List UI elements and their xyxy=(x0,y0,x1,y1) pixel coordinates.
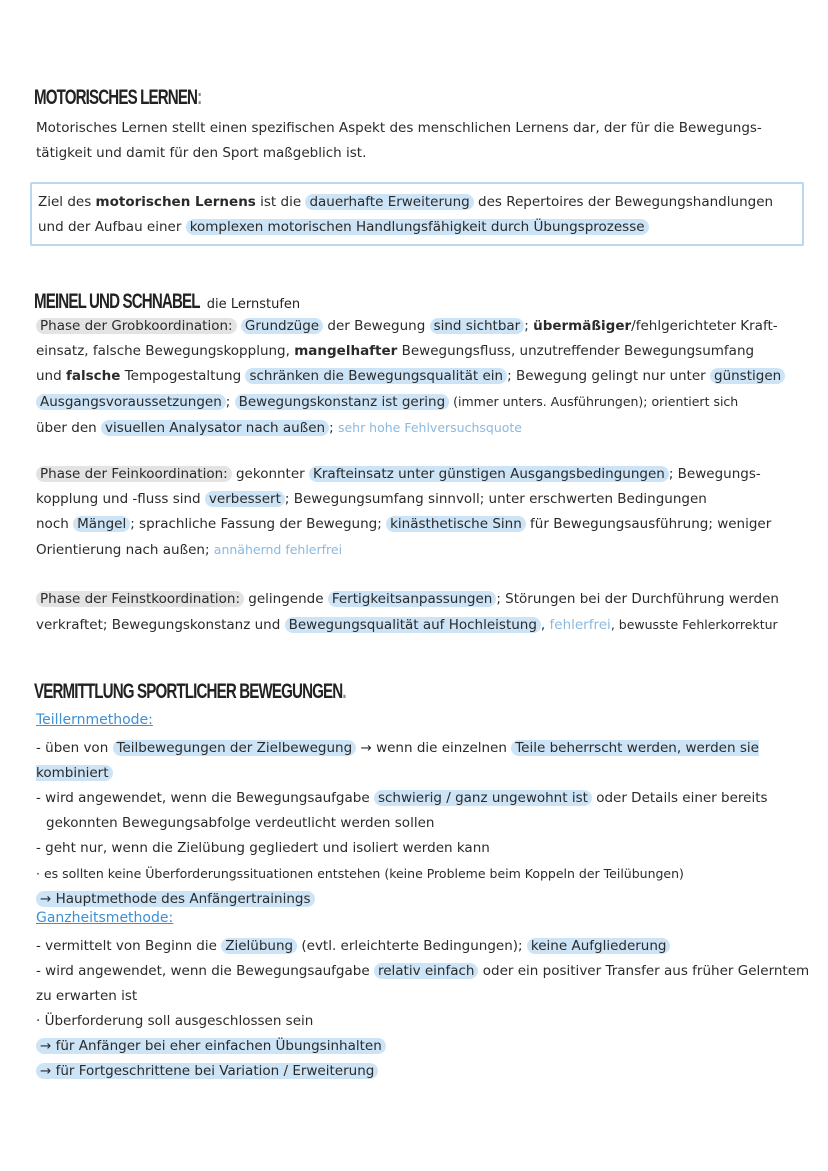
lernstufen-label: die Lernstufen xyxy=(206,297,301,312)
definition-text: Ziel des motorischen Lernens ist die dauerhafte Erweiterung des Repertoires der Bewegungshandlungen und der Aufbau einer komplexen motorischen Handlungsfähigkeit durch Übungsprozesse xyxy=(38,194,774,235)
phase-feinkoordination: Phase der Feinkoordination: gekonnter Krafteinsatz unter günstigen Ausgangsbedingungen ; Bewegungs- kopplung und -fluss sind verbessert ; Bewegungsumfang sinnvoll; unter erschwerten Bedingungen noch Mängel ; sprachliche Fassung der Bewegung; kinästhetische Sinn für Bewegungsausführung; weniger Orientierung nach außen; annähernd fehlerfrei xyxy=(36,466,772,558)
ganzheitsmethode-list: - vermittelt von Beginn die Zielübung (evtl. erleichterte Bedingungen); keine Aufgliederung - wird angewendet, wenn die Bewegungsaufgabe relativ einfach oder ein positiver Transfer aus früher Gelerntem zu erwarten ist · Überforderung soll ausgeschlossen sein → für Anfänger bei eher einfachen Übungsinhalten → für Fortgeschrittene bei Variation / Erweiterung xyxy=(36,938,810,1079)
intro-paragraph: Motorisches Lernen stellt einen spezifischen Aspekt des menschlichen Lernens dar, der für die Bewegungs- tätigkeit und damit für den Sport maßgeblich ist. xyxy=(36,120,762,161)
phase-label: Phase der Grobkoordination: xyxy=(36,318,237,334)
phase-label: Phase der Feinstkoordination: xyxy=(36,591,244,607)
ganzheitsmethode-heading: Ganzheitsmethode: xyxy=(36,910,174,926)
definition-box xyxy=(30,182,804,246)
phase-label: Phase der Feinkoordination: xyxy=(36,466,232,482)
section-title-motorisches-lernen: MOTORISCHES LERNEN: xyxy=(34,86,202,109)
teillernmethode-heading: Teillernmethode: xyxy=(36,712,153,728)
teillernmethode-list: - üben von Teilbewegungen der Zielbewegung → wenn die einzelnen Teile beherrscht werden, werden sie kombiniert - wird angewendet, wenn die Bewegungsaufgabe schwierig / ganz ungewohnt ist oder Details einer bereits gekonnten Bewegungsabfolge verdeutlicht werden sollen - geht nur, wenn die Zielübung gegliedert und isoliert werden kann · es sollten keine Überforderungssituationen entstehen (keine Probleme beim Koppeln der Teilübungen) → Hauptmethode des Anfängertrainings xyxy=(36,740,768,907)
section-title-meinel-schnabel: MEINEL UND SCHNABEL die Lernstufen xyxy=(34,290,301,313)
phase-grobkoordination: Phase der Grobkoordination: Grundzüge der Bewegung sind sichtbar ; übermäßiger/fehlgerichteter Kraft- einsatz, falsche Bewegungskopplung, mangelhafter Bewegungsfluss, unzutreffender Bewegungsumfang und falsche Tempogestaltung schränken die Bewegungsqualität ein ; Bewegung gelingt nur unter günstigen Ausgangsvoraussetzungen ; Bewegungskonstanz ist gering (immer unters. Ausführungen); orientiert sich über den visuellen Analysator nach außen ; sehr hohe Fehlversuchsquote xyxy=(36,314,820,441)
section-title-vermittlung: VERMITTLUNG SPORTLICHER BEWEGUNGEN. xyxy=(34,680,346,703)
phase-feinstkoordination: Phase der Feinstkoordination: gelingende Fertigkeitsanpassungen ; Störungen bei der Durchführung werden verkraftet; Bewegungskonstanz und Bewegungsqualität auf Hochleistung , fehlerfrei, bewusste Fehlerkorrektur xyxy=(36,591,779,633)
